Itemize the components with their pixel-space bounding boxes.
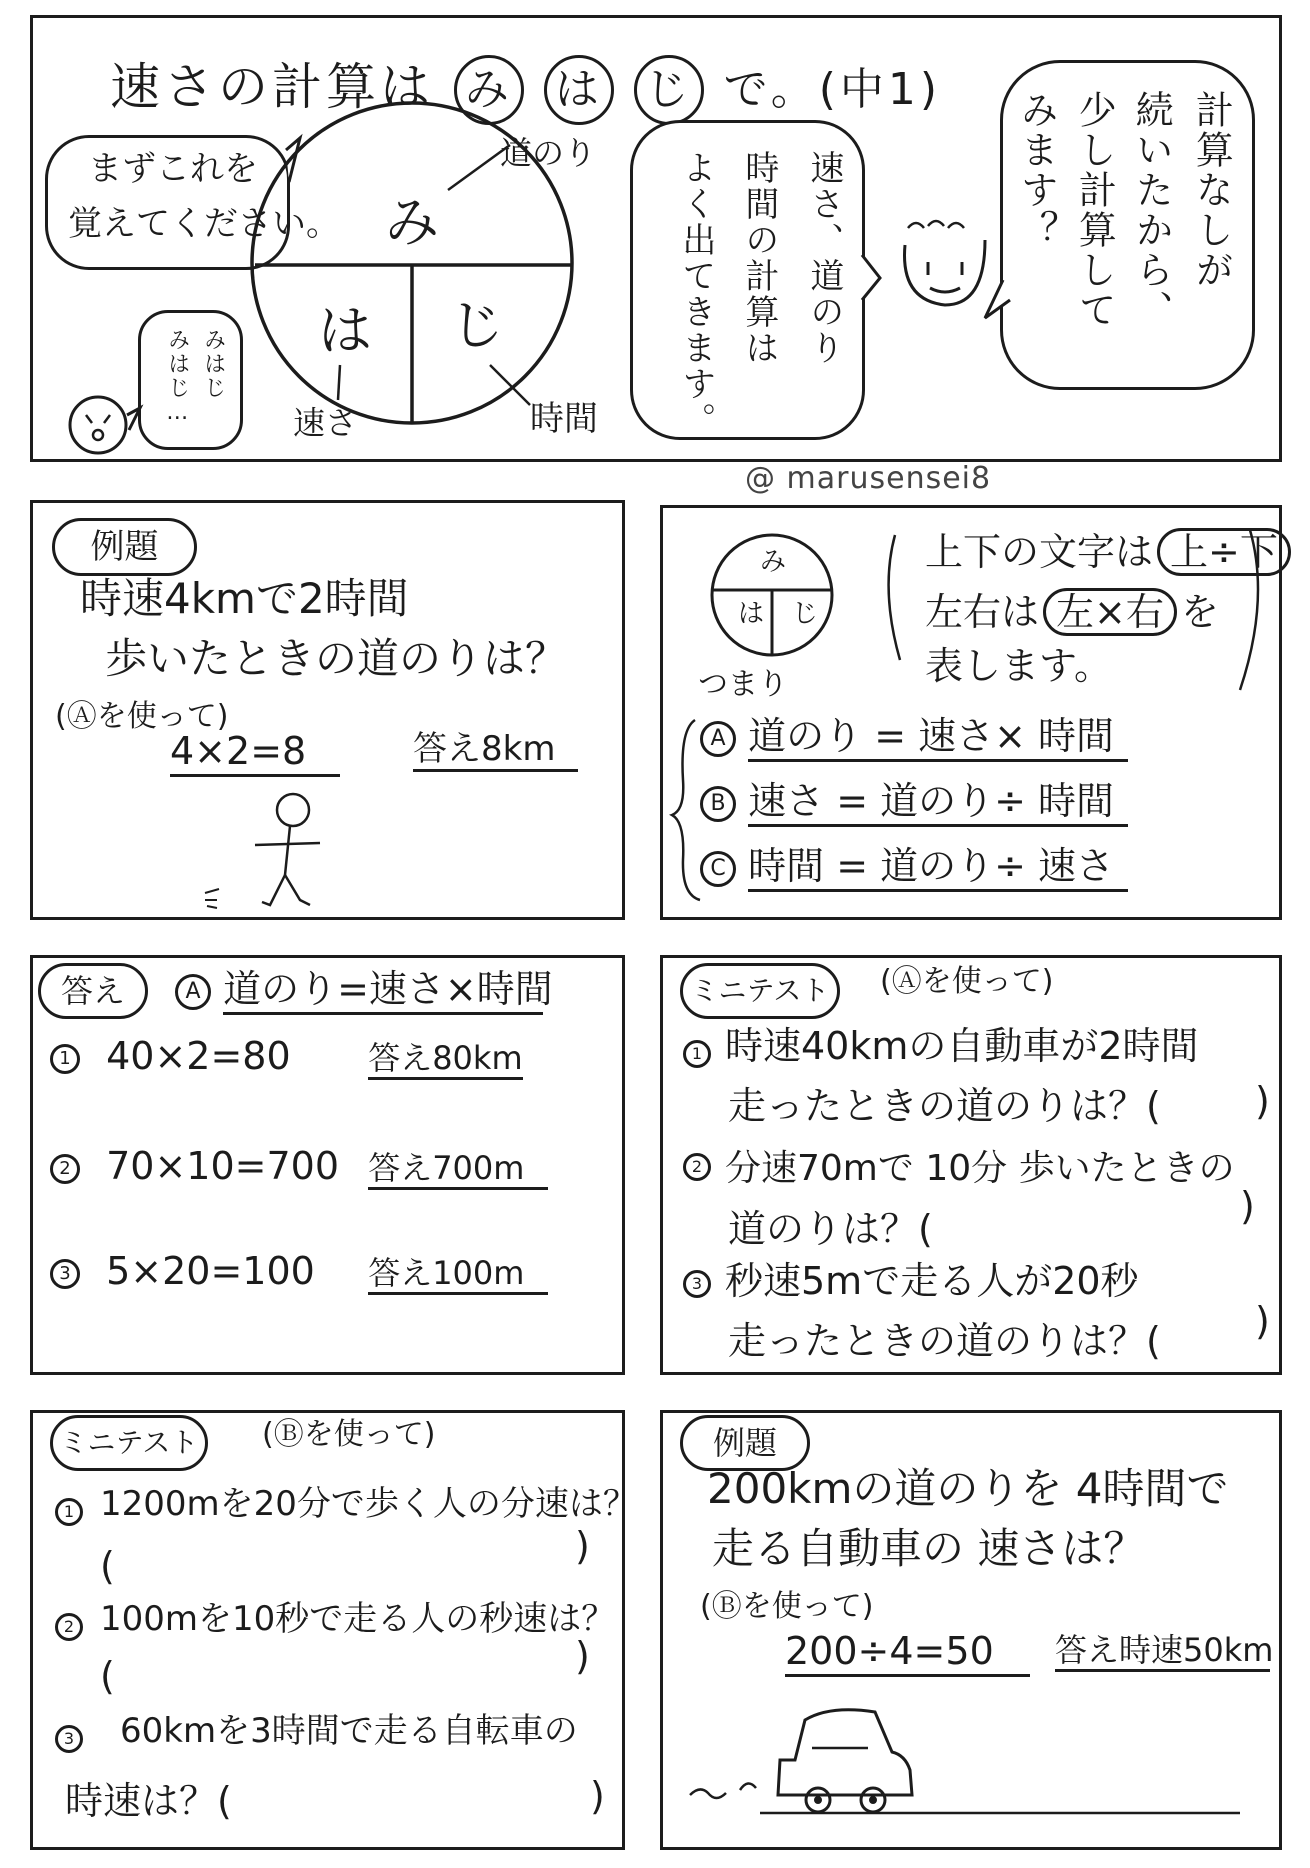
remember-line-1: まずこれを xyxy=(88,149,258,189)
mtb-q3-a: 60kmを3時間で走る自転車の xyxy=(120,1711,578,1751)
formula-c: C 時間 = 道のり÷ 速さ xyxy=(700,845,1128,892)
answer-num-3: 3 xyxy=(50,1259,80,1289)
mtb-q1: 1200mを20分で歩く人の分速は？ xyxy=(100,1484,637,1524)
title-ji-circle: じ xyxy=(634,55,704,125)
chant-line-2: みはじ… xyxy=(164,328,190,427)
example2-line1: 200kmの道のりを 4時間で xyxy=(707,1464,1229,1513)
answer-row-3: 3 5×20=100 答え100m xyxy=(50,1250,548,1295)
answers-formula: A 道のり=速さ×時間 xyxy=(175,968,543,1015)
minitest-b-method: (Ⓑを使って) xyxy=(262,1417,436,1452)
title-mi-circle: み xyxy=(454,55,524,125)
rule-line3: 表します。 xyxy=(925,644,1112,688)
answer-row-1: 1 40×2=80 答え80km xyxy=(50,1035,523,1080)
example2-line2: 走る自動車の 速さは？ xyxy=(712,1524,1146,1573)
formula-a: A 道のり = 速さ× 時間 xyxy=(700,715,1128,762)
example1-line1: 時速4kmで2時間 xyxy=(80,574,409,623)
mtb-num-3: 3 xyxy=(55,1725,83,1753)
mta-q1-b: 走ったときの道のりは？( xyxy=(728,1084,1161,1128)
often-line-3: よく出てきます。 xyxy=(675,150,716,438)
answer-num-2: 2 xyxy=(50,1154,80,1184)
diagram-mi: み xyxy=(385,191,439,254)
title-ha-circle: は xyxy=(544,55,614,125)
diagram-ji: じ xyxy=(450,294,504,357)
rule-top-div: 上÷下 xyxy=(1157,528,1291,576)
mini-mi: み xyxy=(760,547,787,577)
formula-a-mark: A xyxy=(700,721,736,757)
mtb-num-2: 2 xyxy=(55,1613,83,1641)
example2-answer: 答え時速50km xyxy=(1055,1632,1270,1672)
example2-tag: 例題 xyxy=(680,1415,810,1471)
example1-answer: 答え8km xyxy=(413,730,578,772)
example2-method: (Ⓑを使って) xyxy=(700,1589,874,1624)
mta-q1-close: ) xyxy=(1255,1079,1270,1123)
label-speed: 速さ xyxy=(293,404,358,442)
mta-q3-b: 走ったときの道のりは？( xyxy=(728,1319,1161,1363)
label-time: 時間 xyxy=(530,399,598,439)
mtb-q3-b: 時速は？( xyxy=(65,1779,232,1823)
tsumari: つまり xyxy=(698,667,788,702)
example1-tag: 例題 xyxy=(52,518,197,576)
mta-q1-a: 時速40kmの自動車が2時間 xyxy=(725,1024,1199,1068)
mtb-q2-close: ) xyxy=(575,1634,590,1678)
title-prefix: 速さの計算は xyxy=(110,58,434,116)
chant-line-1: みはじ xyxy=(200,328,226,400)
answers-formula-mark: A xyxy=(175,974,211,1010)
label-distance: 道のり xyxy=(500,134,597,172)
mta-num-1: 1 xyxy=(683,1040,711,1068)
formula-c-mark: C xyxy=(700,851,736,887)
answer-row-2: 2 70×10=700 答え700m xyxy=(50,1145,548,1190)
mta-num-2: 2 xyxy=(683,1153,711,1181)
mtb-q1-open: ( xyxy=(100,1544,115,1588)
mini-ha: は xyxy=(738,599,765,629)
rule-line1: 上下の文字は 上÷下 xyxy=(925,528,1291,576)
mta-q2-b: 道のりは？( xyxy=(728,1207,933,1251)
mtb-num-1: 1 xyxy=(55,1498,83,1526)
mtb-q2: 100mを10秒で走る人の秒速は？ xyxy=(100,1599,616,1639)
minitest-a-tag: ミニテスト xyxy=(680,963,840,1019)
mtb-q3-close: ) xyxy=(590,1774,605,1818)
example1-method: (Ⓐを使って) xyxy=(55,699,229,734)
rule-side-mul: 左×右 xyxy=(1043,588,1177,636)
often-line-2: 時間の計算は xyxy=(738,150,779,366)
diagram-ha: は xyxy=(318,299,372,362)
remember-line-2: 覚えてください。 xyxy=(68,204,340,244)
answers-tag: 答え xyxy=(38,963,148,1019)
minitest-b-tag: ミニテスト xyxy=(50,1415,208,1471)
answer-num-1: 1 xyxy=(50,1044,80,1074)
formula-b: B 速さ = 道のり÷ 時間 xyxy=(700,780,1128,827)
credit: @ marusensei8 xyxy=(745,461,992,496)
mta-q3-close: ) xyxy=(1255,1299,1270,1343)
example1-line2: 歩いたときの道のりは？ xyxy=(105,634,568,683)
formula-b-mark: B xyxy=(700,786,736,822)
minitest-a-method: (Ⓐを使って) xyxy=(880,964,1054,999)
practice-line-1: 計算なしが xyxy=(1189,90,1234,290)
mta-q2-close: ) xyxy=(1240,1184,1255,1228)
example2-calc: 200÷4=50 xyxy=(785,1630,1030,1677)
mta-num-3: 3 xyxy=(683,1270,711,1298)
example1-calc: 4×2=8 xyxy=(170,730,340,777)
often-line-1: 速さ、道のり xyxy=(803,150,844,366)
practice-line-2: 続いたから、 xyxy=(1129,90,1174,330)
mta-q3-a: 秒速5mで走る人が20秒 xyxy=(725,1259,1139,1303)
rule-line2: 左右は 左×右 を xyxy=(925,590,1219,634)
mini-ji: じ xyxy=(792,599,819,629)
mta-q2-a: 分速70mで 10分 歩いたときの xyxy=(725,1148,1235,1189)
mtb-q1-close: ) xyxy=(575,1524,590,1568)
title-suffix: で。(中1) xyxy=(723,64,942,115)
practice-line-4: みます？ xyxy=(1014,90,1059,250)
practice-line-3: 少し計算して xyxy=(1072,90,1117,330)
mtb-q2-open: ( xyxy=(100,1654,115,1698)
